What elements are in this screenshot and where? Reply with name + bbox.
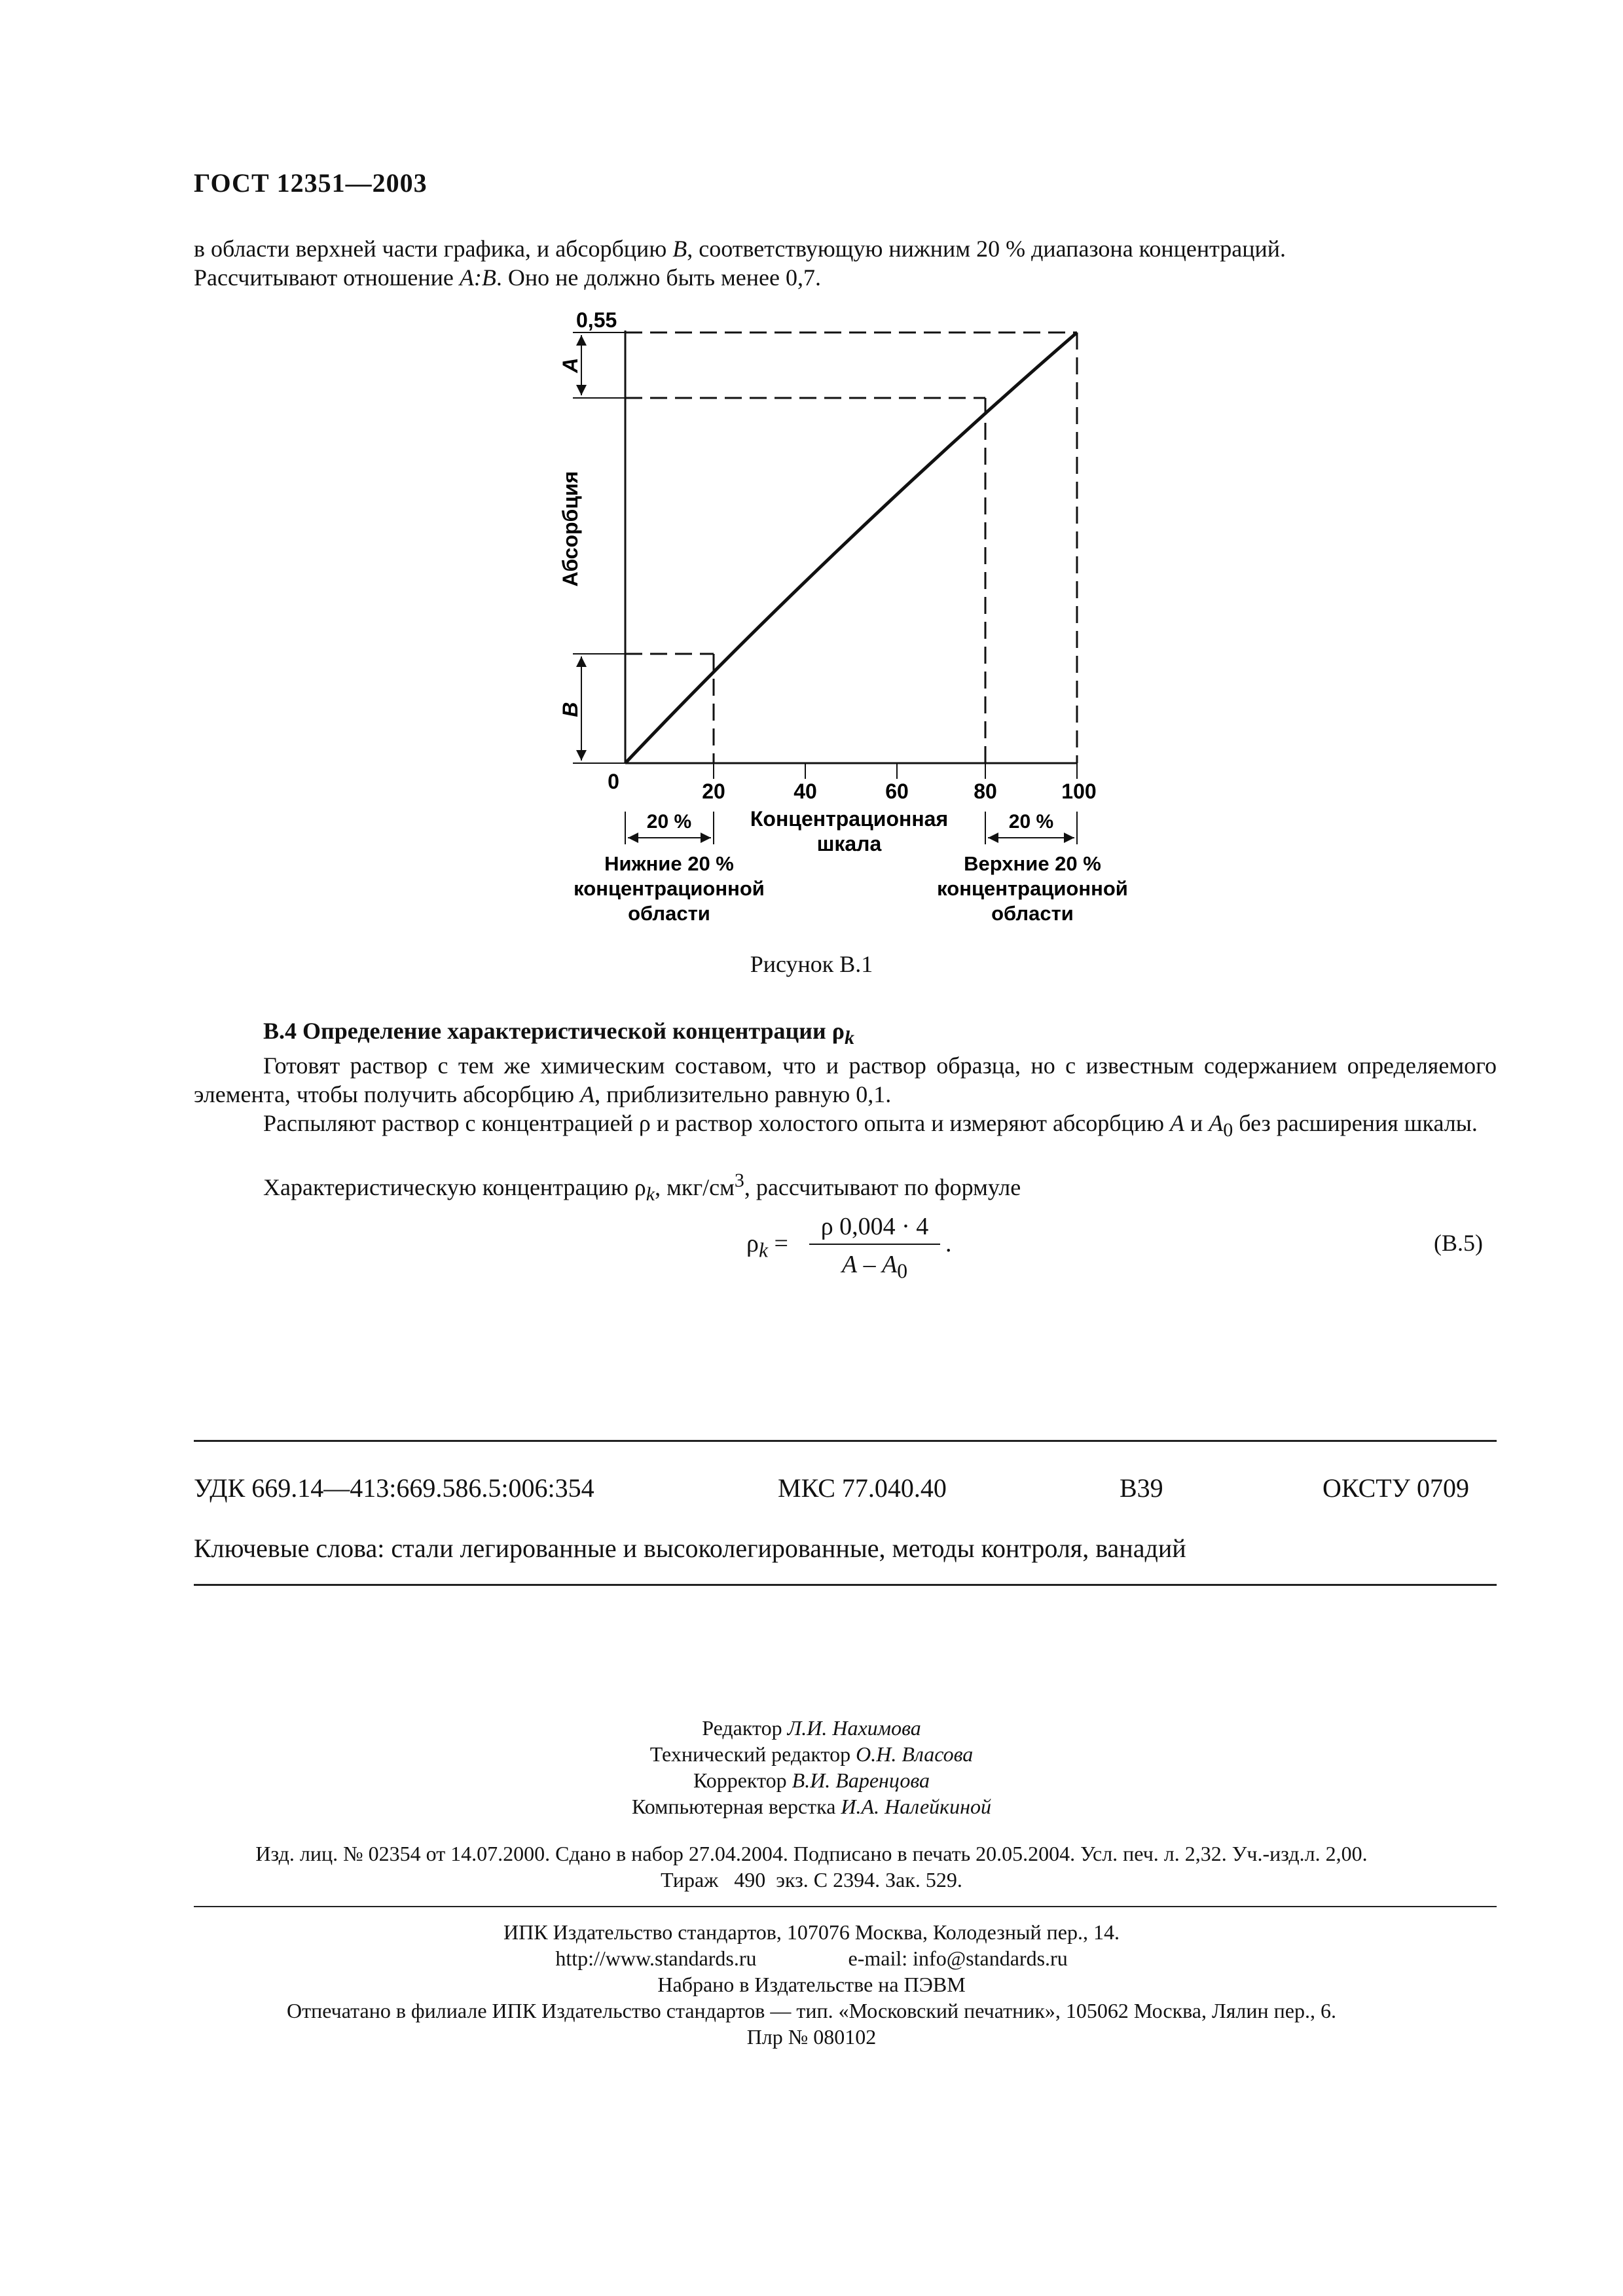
intro-line-2: Рассчитывают отношение А:В. Оно не должно быть менее 0,7. (194, 264, 821, 291)
x-axis-label-line1: Концентрационная (750, 807, 949, 831)
x-tick-labels (608, 770, 1097, 803)
typeset-note: Набрано в Издательстве на ПЭВМ (657, 1973, 966, 1996)
y-top-label: 0,55 (576, 308, 617, 332)
section-paragraph-2: Распыляют раствор с концентрацией ρ и раствор холостого опыта и измеряют абсорбцию А и $А_0$ без расширения шкалы. (263, 1110, 1478, 1141)
mks-code: МКС 77.040.40 (778, 1473, 947, 1503)
fraction-bar (809, 1244, 940, 1245)
lower-region-desc (574, 852, 765, 925)
x-axis-label-line2: шкала (816, 832, 882, 855)
upper-percent-label: 20 % (1008, 811, 1054, 833)
document-header: ГОСТ 12351—2003 (194, 168, 428, 198)
divider-publisher (194, 1906, 1497, 1907)
publisher-url[interactable]: http://www.standards.ru (555, 1946, 757, 1970)
figure-b1 (524, 301, 1178, 942)
section-heading: В.4 Определение характеристической концентрации $\rho_k$ (263, 1018, 855, 1049)
publisher-contacts (0, 1945, 1623, 1971)
lower-desc-line: концентрационной (574, 877, 765, 900)
divider-keywords (194, 1584, 1497, 1586)
credit-layout: Компьютерная верстка И.А. Налейкиной (632, 1795, 991, 1818)
publisher-address: ИПК Издательство стандартов, 107076 Москва, Колодезный пер., 14. (503, 1920, 1120, 1944)
figure-caption: Рисунок В.1 (750, 951, 873, 977)
divider-top (194, 1440, 1497, 1442)
publisher-email[interactable]: e-mail: info@standards.ru (848, 1946, 1068, 1970)
x-tick-label: 40 (793, 780, 817, 803)
upper-desc-line: концентрационной (937, 877, 1128, 900)
credits (0, 1715, 1623, 1820)
x-ticks (714, 763, 1077, 779)
upper-desc-line: области (991, 902, 1074, 925)
credit-tech-editor: Технический редактор О.Н. Власова (649, 1742, 974, 1766)
formula-dot: . (945, 1230, 952, 1257)
imprint-line-2: Тираж 490 экз. С 2394. Зак. 529. (661, 1868, 962, 1892)
lower-desc-line: области (628, 902, 710, 925)
x-tick-label: 0 (608, 770, 619, 793)
upper-region-desc (937, 852, 1128, 925)
formula-lhs: $\rho_k$ = (746, 1230, 788, 1262)
imprint-line-1: Изд. лиц. № 02354 от 14.07.2000. Сдано в набор 27.04.2004. Подписано в печать 20.05.2004. Усл. печ. л. 2,32. Уч.-изд.л. 2,00. (255, 1842, 1368, 1865)
b-range-label: В (558, 702, 582, 717)
printing-note: Отпечатано в филиале ИПК Издательство стандартов — тип. «Московский печатник», 105062 Москва, Лялин пер., 6. (287, 1999, 1336, 2022)
classification-code: В39 (1120, 1473, 1163, 1503)
section-paragraph-3: Характеристическую концентрацию $\rho_k$, мкг/$см^3$, рассчитывают по формуле (263, 1170, 1021, 1206)
imprint (0, 1840, 1623, 1893)
section-paragraph-1: Готовят раствор с тем же химическим составом, что и раствор образца, но с известным содержанием определяемого элемента, чтобы получить абсорбцию А, приблизительно равную 0,1. (194, 1052, 1497, 1107)
y-axis-label: Абсорбция (558, 471, 582, 587)
lower-percent-label: 20 % (646, 811, 692, 833)
dashed-guides (625, 332, 1077, 763)
publisher-info (0, 1919, 1623, 2050)
credit-editor: Редактор Л.И. Нахимова (702, 1716, 921, 1740)
okstu-code: ОКСТУ 0709 (1322, 1473, 1470, 1503)
x-tick-label: 100 (1061, 780, 1097, 803)
x-tick-label: 60 (885, 780, 909, 803)
credit-proofreader: Корректор В.И. Варенцова (693, 1768, 930, 1792)
x-tick-label: 20 (702, 780, 725, 803)
udk-code: УДК 669.14—413:669.586.5:006:354 (194, 1473, 594, 1503)
a-range-label: А (558, 357, 582, 373)
keywords: Ключевые слова: стали легированные и высоколегированные, методы контроля, ванадий (194, 1534, 1186, 1563)
equation-number: (В.5) (1434, 1230, 1483, 1256)
intro-line-1: в области верхней части графика, и абсорбцию В, соответствующую нижним 20 % диапазона концентраций. (194, 236, 1286, 262)
formula-denominator: A – $A_0$ (841, 1251, 908, 1283)
x-tick-label: 80 (974, 780, 997, 803)
lower-desc-line: Нижние 20 % (604, 852, 734, 875)
upper-desc-line: Верхние 20 % (964, 852, 1101, 875)
formula-numerator: ρ 0,004 · 4 (820, 1213, 929, 1240)
license-number: Плр № 080102 (746, 2025, 877, 2049)
